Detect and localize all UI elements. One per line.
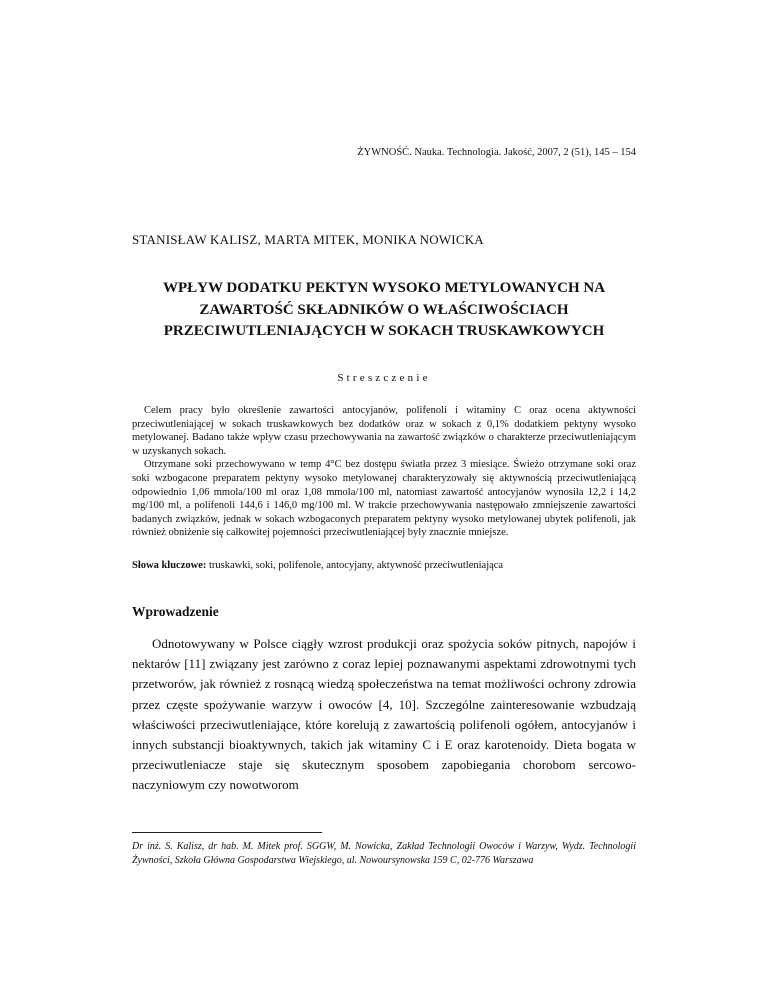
abstract-heading: Streszczenie [337, 372, 431, 384]
keywords-label: Słowa kluczowe: [132, 560, 207, 571]
title-line: WPŁYW DODATKU PEKTYN WYSOKO METYLOWANYCH NA [162, 280, 606, 296]
body-paragraph: Odnotowywany w Polsce ciągły wzrost produkcji oraz spożycia soków pitnych, napojów i nektarów [11] związany jest zarówno z coraz lepiej poznawanymi aspektami zdrowotnymi tych przetworów, jak również z rosnącą wiedzą społeczeństwa na temat możliwości ochrony zdrowia przez częste spożywanie warzyw i owoców [4, 10]. Szczególne zainteresowanie wzbudzają właściwości przeciwutleniające, które korelują z zawartością polifenoli ogółem, antocyjanów i innych substancji bioaktywnych, takich jak witaminy C i E oraz karotenoidy. Dieta bogata w przeciwutleniacze staje się skutecznym sposobem zapobiegania chorobom sercowo-naczyniowym czy nowotworom [132, 636, 636, 793]
title-line: ZAWARTOŚĆ SKŁADNIKÓW O WŁAŚCIWOŚCIACH [199, 301, 569, 318]
keywords-text: truskawki, soki, polifenole, antocyjany, aktywność przeciwutleniająca [206, 560, 504, 571]
article-title [132, 278, 636, 343]
keywords [132, 560, 636, 571]
abstract-paragraph: Celem pracy było określenie zawartości antocyjanów, polifenoli i witaminy C oraz ocena aktywności przeciwutleniającej w sokach truskawkowych bez dodatków oraz w sokach z 0,1% dodatkiem pektyny wysoko metylowanej. Badano także wpływ czasu przechowywania na zawartość związków o charakterze przeciwutleniającym w uzyskanych sokach. [132, 405, 636, 457]
footnote-divider [132, 832, 322, 833]
article-authors: STANISŁAW KALISZ, MARTA MITEK, MONIKA NOWICKA [132, 232, 484, 247]
abstract-paragraph: Otrzymane soki przechowywano w temp 4°C bez dostępu światła przez 3 miesiące. Świeżo otrzymane soki oraz soki wzbogacone preparatem pektyny wysoko metylowanej charakteryzowały się aktywnością przeciwutleniającą odpowiednio 1,06 mmola/100 ml oraz 1,08 mmola/100 ml, natomiast zawartość antocyjanów wynosiła 12,2 i 14,2 mg/100 ml, a polifenoli 144,6 i 146,0 mg/100 ml. W trakcie przechowywania następowało zmniejszenie zawartości badanych związków, jednak w sokach wzbogaconych preparatem pektyny wysoko metylowanej ubytek polifenoli, jak również obniżenie się całkowitej pojemności przeciwutleniającej były znacznie mniejsze. [132, 459, 636, 539]
footnote: Dr inż. S. Kalisz, dr hab. M. Mitek prof. SGGW, M. Nowicka, Zakład Technologii Owoców i Warzyw, Wydz. Technologii Żywności, Szkoła Główna Gospodarstwa Wiejskiego, ul. Nowoursynowska 159 C, 02-776 Warszawa [132, 841, 636, 866]
running-header: ŻYWNOŚĆ. Nauka. Technologia. Jakość, 2007, 2 (51), 145 – 154 [357, 147, 636, 158]
section-heading-introduction: Wprowadzenie [132, 604, 219, 619]
introduction-body [132, 634, 636, 796]
abstract [132, 404, 636, 540]
title-line: PRZECIWUTLENIAJĄCYCH W SOKACH TRUSKAWKOWYCH [163, 323, 605, 339]
